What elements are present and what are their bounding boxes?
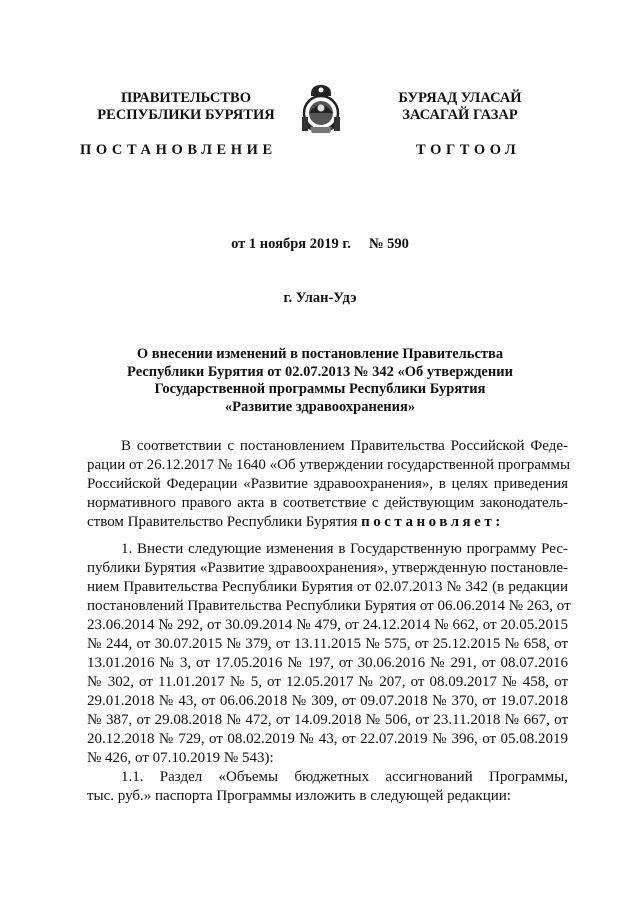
text-line: 20.12.2018 № 729, от 08.02.2019 № 43, от 22.07.2019 № 396, от 05.08.2019: [87, 731, 568, 747]
text-line-last: [87, 513, 568, 532]
header-left-line1: ПРАВИТЕЛЬСТВО: [121, 90, 251, 106]
text-line: № 387, от 29.08.2018 № 472, от 14.09.2018 № 506, от 23.11.2018 № 667, от: [87, 712, 568, 728]
decree-word: постановляет:: [361, 514, 504, 530]
text-line: Российской Федерации «Развитие здравоохранения», в целях приведения: [87, 476, 568, 492]
preamble-paragraph: [87, 437, 571, 532]
header-right-line1: БУРЯАД УЛАСАЙ: [398, 90, 522, 106]
text-line: публики Бурятия «Развитие здравоохранения», утвержденную постановле-: [87, 560, 568, 576]
header-right-line2: ЗАСАГАЙ ГАЗАР: [402, 107, 518, 123]
text-line: № 244, от 30.07.2015 № 379, от 13.11.2015 № 575, от 25.12.2015 № 658, от: [87, 636, 568, 652]
document-title: [90, 346, 550, 416]
text-line: 13.01.2016 № 3, от 17.05.2016 № 197, от 30.06.2016 № 291, от 08.07.2016: [87, 655, 568, 671]
decree-date: от 1 ноября 2019 г.: [231, 236, 351, 252]
text-line: тыс. руб.» паспорта Программы изложить в следующей редакции:: [87, 788, 511, 804]
text-line: 23.06.2014 № 292, от 30.09.2014 № 479, от 24.12.2014 № 662, от 20.05.2015: [87, 617, 568, 633]
text-line: рации от 26.12.2017 № 1640 «Об утверждении государственной программы: [87, 457, 571, 473]
title-line: О внесении изменений в постановление Правительства: [136, 346, 504, 362]
text-line: В соответствии с постановлением Правительства Российской Феде-: [121, 438, 568, 454]
title-line: Республики Бурятия от 02.07.2013 № 342 «Об утверждении: [127, 363, 513, 380]
title-line: «Развитие здравоохранения»: [224, 398, 416, 415]
text-line: нормативного правого акта в соответствие с действующим законодатель-: [87, 495, 568, 511]
text-line: № 302, от 11.01.2017 № 5, от 12.05.2017 № 207, от 08.09.2017 № 458, от: [87, 674, 568, 690]
date-line: [0, 236, 640, 253]
text-line: 1.1. Раздел «Объемы бюджетных ассигнований Программы,: [121, 769, 568, 785]
city: г. Улан-Удэ: [283, 290, 357, 306]
coat-of-arms-emblem: [298, 83, 344, 141]
text-line: № 426, от 07.10.2019 № 543):: [87, 750, 274, 766]
item-1-paragraph: [87, 540, 571, 806]
decree-label-bua: ТОГТООЛ: [416, 142, 521, 158]
decree-number: № 590: [368, 236, 409, 252]
header-left: [86, 90, 286, 124]
text-line: постановлений Правительства Республики Бурятия от 06.06.2014 № 263, от: [87, 598, 571, 614]
preamble-last-text: ством Правительство Республики Бурятия: [87, 514, 362, 530]
header-right: [360, 90, 560, 124]
text-line: 1. Внести следующие изменения в Государственную программу Рес-: [121, 541, 568, 557]
header-left-line2: РЕСПУБЛИКИ БУРЯТИЯ: [97, 107, 275, 123]
text-line: 29.01.2018 № 43, от 06.06.2018 № 309, от 09.07.2018 № 370, от 19.07.2018: [87, 693, 568, 709]
title-line: Государственной программы Республики Бурятия: [154, 381, 486, 397]
text-line: нием Правительства Республики Бурятия от 02.07.2013 № 342 (в редакции: [87, 579, 568, 595]
decree-label-ru: ПОСТАНОВЛЕНИЕ: [80, 142, 277, 158]
